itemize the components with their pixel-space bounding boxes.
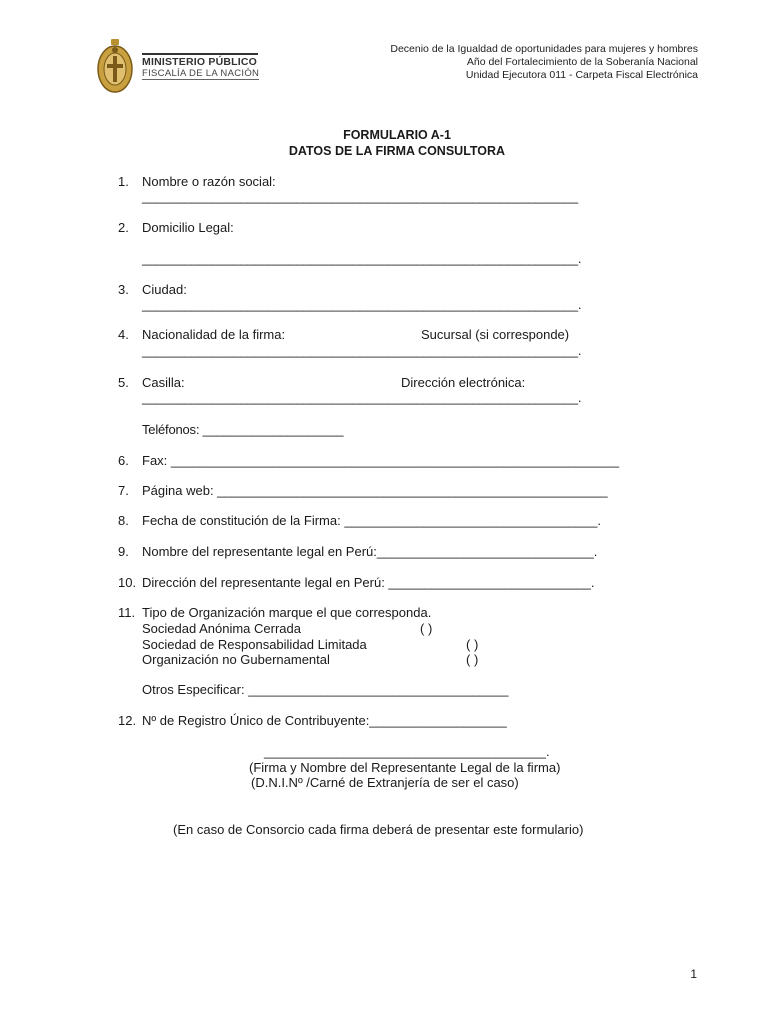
form-title: FORMULARIO A-1 (343, 128, 451, 142)
item-label: Fax: ______________________________________________________________ (142, 453, 620, 468)
item-number: 11. (118, 605, 136, 620)
consortium-note: (En caso de Consorcio cada firma deberá de presentar este formulario) (173, 822, 584, 837)
item-label: Casilla: (142, 375, 185, 390)
header-line: Unidad Ejecutora 011 - Carpeta Fiscal Electrónica (465, 69, 698, 81)
item-number: 1. (118, 174, 129, 189)
item-ciudad (118, 282, 187, 298)
item-nacionalidad (118, 327, 285, 343)
field-ciudad-line[interactable]: ______________________________________________________________. (142, 297, 582, 312)
item-label: Ciudad: (142, 282, 187, 297)
signature-id-caption: (D.N.I.Nº /Carné de Extranjería de ser el caso) (251, 775, 519, 790)
item-number: 3. (118, 282, 129, 297)
field-telefonos[interactable]: Teléfonos: ____________________ (142, 422, 344, 437)
item-number: 2. (118, 220, 129, 235)
item-label: Nacionalidad de la firma: (142, 327, 286, 342)
org-top-rule (142, 53, 258, 55)
org-type-srl-label: Sociedad de Responsabilidad Limitada (142, 637, 367, 652)
header-right-text (390, 43, 698, 82)
item-number: 7. (118, 483, 129, 498)
org-type-ong-label: Organización no Gubernamental (142, 652, 330, 667)
field-nombre-line[interactable]: ______________________________________________________________ (142, 189, 578, 204)
item-label: Fecha de constitución de la Firma: ___________________________________. (142, 513, 601, 528)
item-number: 6. (118, 453, 129, 468)
item-label: Tipo de Organización marque el que corresponda. (142, 605, 432, 620)
signature-caption: (Firma y Nombre del Representante Legal de la firma) (249, 760, 561, 775)
item-nombre (118, 174, 276, 190)
item-pagina-web[interactable] (118, 483, 608, 499)
item-label: Nº de Registro Único de Contribuyente:___________________ (142, 713, 507, 728)
form-subtitle: DATOS DE LA FIRMA CONSULTORA (288, 144, 506, 158)
item-label: Dirección del representante legal en Perú: ____________________________. (142, 575, 595, 590)
item-label: Nombre o razón social: (142, 174, 276, 189)
page-number: 1 (690, 967, 697, 981)
field-nacionalidad-line[interactable]: ______________________________________________________________. (142, 343, 582, 358)
signature-line[interactable]: _______________________________________. (264, 744, 550, 759)
item-number: 5. (118, 375, 129, 390)
item-direccion-representante[interactable] (118, 575, 594, 591)
field-otros-especificar[interactable]: Otros Especificar: ____________________________________ (142, 682, 509, 697)
org-type-sac-label: Sociedad Anónima Cerrada (142, 621, 301, 636)
item-fecha-constitucion[interactable] (118, 513, 601, 529)
item-label: Domicilio Legal: (142, 220, 234, 235)
item-label: Página web: ______________________________________________________ (142, 483, 608, 498)
org-name: MINISTERIO PÚBLICO (142, 56, 258, 68)
item-representante-legal[interactable] (118, 544, 597, 560)
org-type-srl-checkbox[interactable]: ( ) (466, 637, 479, 652)
item-domicilio (118, 220, 234, 236)
ministerio-publico-seal-icon (96, 38, 134, 94)
item-number: 12. (118, 713, 137, 728)
header-line: Año del Fortalecimiento de la Soberanía Nacional (466, 56, 698, 68)
item-fax[interactable] (118, 453, 619, 469)
item-number: 4. (118, 327, 129, 342)
org-subtitle: FISCALÍA DE LA NACIÓN (142, 68, 260, 79)
item-number: 10. (118, 575, 137, 590)
item-number: 9. (118, 544, 129, 559)
item-direccion-electronica: Dirección electrónica: (401, 375, 526, 390)
field-casilla-line[interactable]: ______________________________________________________________. (142, 390, 582, 405)
header-line: Decenio de la Igualdad de oportunidades para mujeres y hombres (390, 43, 698, 55)
item-label: Nombre del representante legal en Perú:______________________________. (142, 544, 598, 559)
org-type-ong-checkbox[interactable]: ( ) (466, 652, 479, 667)
item-sucursal: Sucursal (si corresponde) (421, 327, 570, 342)
item-number: 8. (118, 513, 129, 528)
org-type-sac-checkbox[interactable]: ( ) (420, 621, 433, 636)
item-tipo-organizacion (118, 605, 431, 621)
organization-block (142, 56, 259, 80)
item-casilla (118, 375, 185, 391)
item-ruc[interactable] (118, 713, 507, 729)
field-domicilio-line[interactable]: ______________________________________________________________. (142, 251, 582, 266)
